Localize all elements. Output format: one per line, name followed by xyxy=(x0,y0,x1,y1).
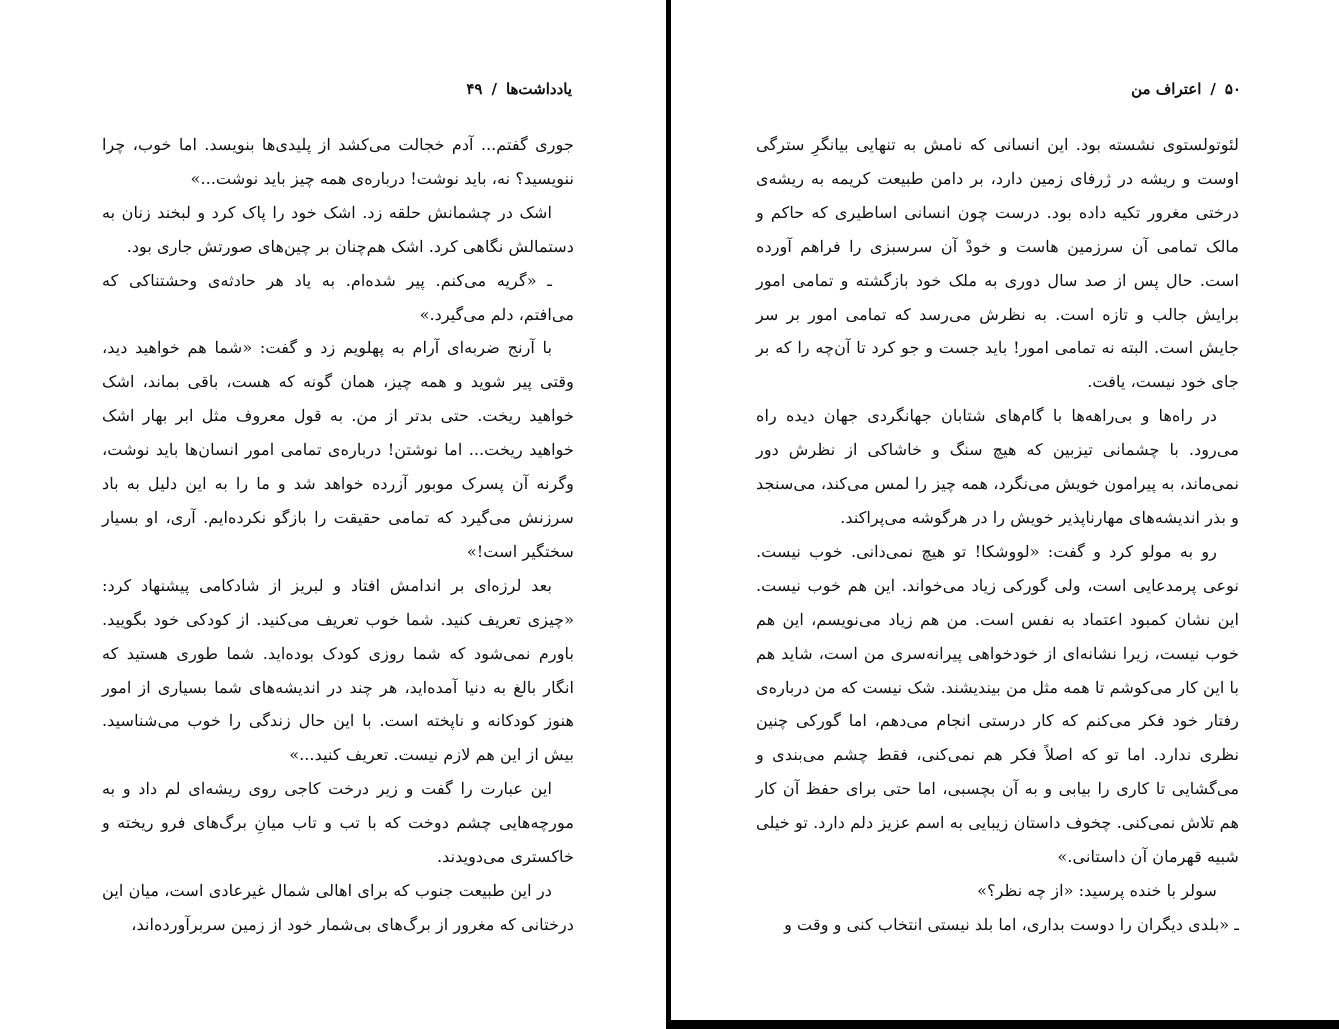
running-header-left xyxy=(86,76,572,102)
paragraph: ـ «بلدی دیگران را دوست بداری، اما بلد نیستی انتخاب کنی و وقت و xyxy=(784,914,1239,934)
header-title: اعتراف من xyxy=(1131,80,1202,98)
page-body-left xyxy=(102,128,574,942)
paragraph: این عبارت را گفت و زیر درخت کاجی روی ریشه‌ای لم داد و به مورچه‌هایی چشم دوخت که با تب و تاب میانِ برگ‌های فرو ریخته و خاکستری می‌دویدند. xyxy=(102,779,574,867)
running-header-right xyxy=(741,76,1241,102)
paragraph: جوری گفتم... آدم خجالت می‌کشد از پلیدی‌ها بنویسد. اما خوب، چرا ننویسید؟ نه، باید نوشت! درباره‌ی همه چیز باید نوشت...» xyxy=(102,135,574,188)
scan-bottom-border xyxy=(666,1020,1339,1029)
header-separator: / xyxy=(491,80,497,98)
page-body-right xyxy=(756,128,1239,942)
left-book-page xyxy=(0,0,666,1020)
paragraph: در راه‌ها و بی‌راهه‌ها با گام‌های شتابان جهانگردی جهان دیده راه می‌رود. با چشمانی تیزبین که هیچ سنگ و خاشاکی از نظرش دور نمی‌ماند، به پیرامون خویش می‌نگرد، همه چیز را لمس می‌کند، می‌سنجد و بذر اندیشه‌های مهارناپذیر خویش را در هرگوشه می‌پراکند. xyxy=(756,406,1239,527)
paragraph: با آرنج ضربه‌ای آرام به پهلویم زد و گفت: «شما هم خواهید دید، وقتی پیر شوید و همه چیز، همان گونه که هست، باقی بماند، اشک خواهید ریخت. حتی بدتر از من. به قول معروف مثل ابر بهار اشک خواهید ریخت... اما نوشتن! درباره‌ی تمامی امور انسان‌ها باید نوشت، وگرنه آن پسرک موبور آزرده خواهد شد و ما را به این دلیل به باد سرزنش می‌گیرد که تمامی حقیقت را بازگو نکرده‌ایم. آری، او بسیار سختگیر است!» xyxy=(102,338,574,561)
right-book-page xyxy=(671,0,1339,1020)
paragraph: اشک در چشمانش حلقه زد. اشک خود را پاک کرد و لبخند زنان به دستمالش نگاهی کرد. اشک هم‌چنان بر چین‌های صورتش جاری بود. xyxy=(102,202,574,256)
page-number: ۴۹ xyxy=(466,80,483,98)
paragraph: رو به مولو کرد و گفت: «لووشکا! تو هیچ نمی‌دانی. خوب نیست. نوعی پرمدعایی است، ولی گورکی زیاد می‌خواند. این هم خوب نیست. این نشان کمبود اعتماد به نفس است. من هم زیاد می‌نویسم، این هم خوب نیست، زیرا نشانه‌ای از خودخواهی پیرانه‌سری من است، شاید هم با این کار می‌کوشم تا همه مثل من بیندیشند. شک نیست که من درباره‌ی رفتار خود فکر می‌کنم که کار درستی انجام می‌دهم، اما گورکی چنین نظری ندارد. اما تو که اصلاً فکر هم نمی‌کنی، فقط چشم می‌بندی و می‌گشایی تا کاری را بیابی و به آن بچسبی، اما حتی برای حفظ آن کار هم تلاش نمی‌کنی. چخوف داستان زیبایی به اسم عزیز دلم دارد. تو خیلی شبیه قهرمان آن داستانی.» xyxy=(756,541,1239,867)
header-separator: / xyxy=(1210,80,1216,98)
paragraph: بعد لرزه‌ای بر اندامش افتاد و لبریز از شادکامی پیشنهاد کرد: «چیزی تعریف کنید. شما خوب تعریف می‌کنید. از کودکی خود بگویید. باورم نمی‌شود که شما روزی کودک بوده‌اید. شما طوری هستید که انگار بالغ به دنیا آمده‌اید، هر چند در اندیشه‌های شما بسیاری از امور هنوز کودکانه و ناپخته است. با این حال زندگی را خوب می‌شناسید. بیش از این هم لازم نیست. تعریف کنید...» xyxy=(102,575,574,765)
paragraph: لئوتولستوی نشسته بود. این انسانی که نامش به تنهایی بیانگرِ سترگی اوست و ریشه در ژرفای زمین دارد، بر دامن طبیعت کریمه به ریشه‌ی درختی مغرور تکیه داده بود. درست چون انسانی اساطیری که حاکم و مالک تمامی آن سرزمین هاست و خودْ آن سرسبزی را فراهم آورده است. حال پس از صد سال دوری به ملک خود بازگشته و تمامی امور برایش جالب و تازه است. به نظرش می‌رسد که تمامی امور بر سر جایش است. البته نه تمامی امور! باید جست و جو کرد تا آن‌چه را که بر جای خود نیست، یافت. xyxy=(756,135,1239,392)
header-title: یادداشت‌ها xyxy=(505,80,572,98)
page-number: ۵۰ xyxy=(1224,80,1241,98)
paragraph: ـ «گریه می‌کنم. پیر شده‌ام. به یاد هر حادثه‌ی وحشتناکی که می‌افتم، دلم می‌گیرد.» xyxy=(102,270,574,324)
paragraph: سولر با خنده پرسید: «از چه نظر؟» xyxy=(977,880,1217,900)
paragraph: در این طبیعت جنوب که برای اهالی شمال غیرعادی است، میان این درختانی که مغرور از برگ‌های بی‌شمار خود از زمین سربرآورده‌اند، xyxy=(102,880,574,934)
